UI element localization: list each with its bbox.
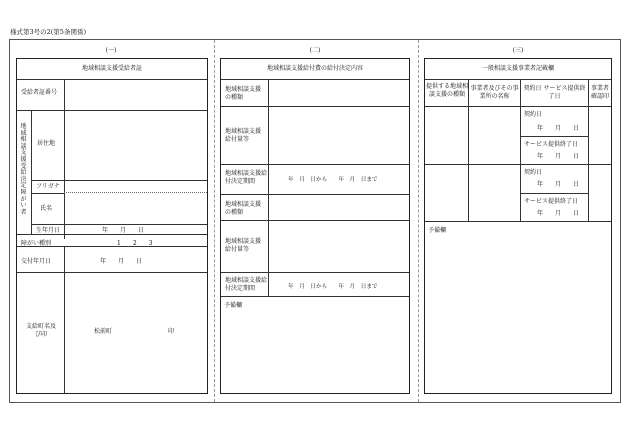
service-end-value: 年 月 日 — [537, 210, 580, 217]
panel2-title: 地域相談支援給付費の給付決定内容 — [266, 65, 363, 72]
birth-label: 生年月日 — [36, 227, 61, 234]
panel3-title: 一般相談支援事業者記載欄 — [481, 65, 554, 72]
col-header-support-type: 提供する地域相談支援の種類 — [426, 83, 469, 98]
cert-no-label: 受給者証番号 — [21, 89, 58, 96]
benefit-amount-label: 地域相談支援給付量等 — [225, 238, 262, 253]
decision-period-label: 地域相談支援給付決定期間 — [225, 277, 268, 292]
decision-period-label: 地域相談支援給付決定期間 — [225, 170, 268, 185]
col-header-provider-name: 事業者及びその事業所の名称 — [470, 85, 519, 100]
remarks-label: 予備欄 — [224, 302, 243, 309]
panel1-title: 地域相談支援受給者証 — [81, 65, 142, 72]
service-end-label: サービス提供終了日 — [524, 141, 579, 148]
benefit-amount-label: 地域相談支援給付量等 — [225, 128, 262, 143]
issue-date-value: 年 月 日 — [100, 258, 143, 265]
disability-type-value: 1 2 3 — [117, 240, 153, 247]
birth-value: 年 月 日 — [102, 227, 145, 234]
service-end-label: サービス提供終了日 — [524, 198, 579, 205]
decision-period-value: 年 月 日から 年 月 日まで — [288, 177, 378, 183]
col-header-contract-dates: 契約日 サービス提供終了日 — [523, 85, 586, 100]
support-type-label: 地域相談支援の種類 — [225, 201, 262, 216]
section-label: (三) — [512, 47, 524, 54]
recipient-certificate-panel — [16, 58, 208, 394]
col-header-confirm-seal: 事業者確認印 — [590, 85, 609, 100]
decision-period-value: 年 月 日から 年 月 日まで — [288, 284, 378, 290]
address-label: 居住地 — [37, 140, 56, 147]
contract-date-value: 年 月 日 — [537, 181, 580, 188]
contract-date-label: 契約日 — [524, 111, 543, 118]
service-end-value: 年 月 日 — [537, 153, 580, 160]
disability-type-label: 障がい種別 — [21, 240, 52, 247]
issue-date-label: 交付年月日 — [21, 258, 52, 265]
recipient-group-label: 地域相談支援受給決定障がい者 — [20, 123, 27, 216]
fold-line — [418, 40, 419, 402]
provider-record-panel — [424, 58, 612, 394]
remarks-label: 予備欄 — [428, 227, 447, 234]
seal-label: 印 — [168, 328, 175, 335]
section-label: (一) — [105, 47, 117, 54]
support-type-label: 地域相談支援の種類 — [225, 86, 262, 101]
fold-line — [214, 40, 215, 402]
name-label: 氏名 — [40, 205, 53, 212]
contract-date-value: 年 月 日 — [537, 125, 580, 132]
issuer-town: 松前町 — [94, 328, 113, 335]
benefit-decision-panel — [220, 58, 410, 394]
form-id: 様式第3号の2(第5条関係) — [10, 28, 86, 36]
furigana-label: フリガナ — [36, 183, 60, 190]
section-label: (二) — [309, 47, 321, 54]
contract-date-label: 契約日 — [524, 169, 543, 176]
issuer-label: 支給町名及び印 — [26, 323, 57, 338]
